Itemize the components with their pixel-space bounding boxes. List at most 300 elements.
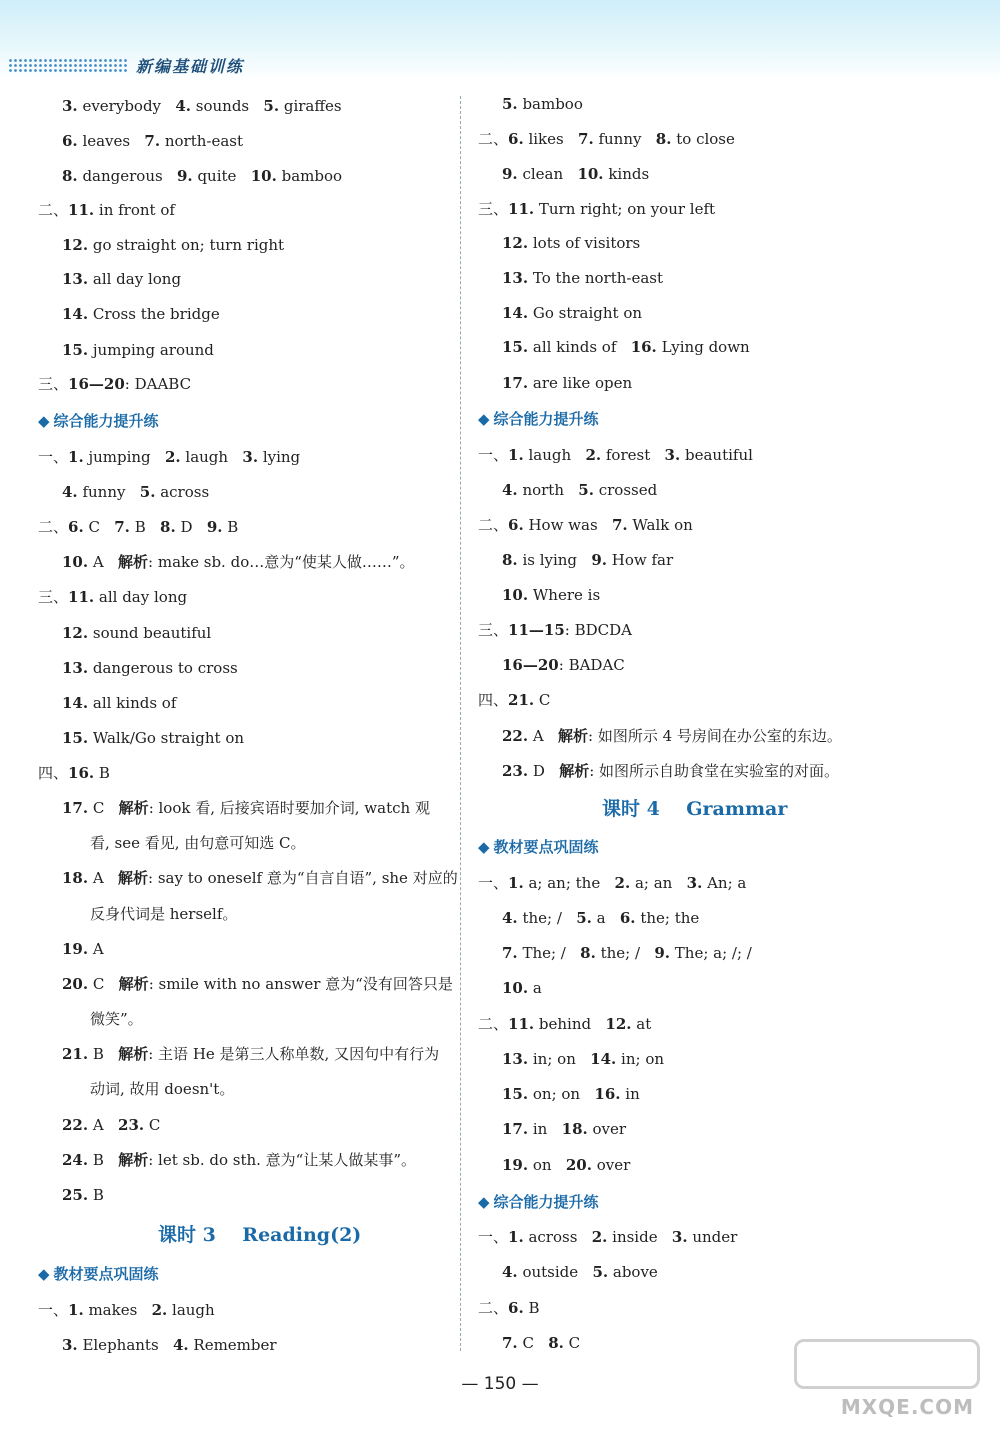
item-number: 25. [62,1186,89,1204]
answer-line [38,447,300,467]
answer-line [478,690,550,710]
item-number: 18. [561,1120,588,1138]
answer-text: B [129,518,161,536]
section-heading-label: 综合能力提升练 [53,412,159,430]
item-number: 4. [175,97,191,115]
item-number: 3. [686,874,703,892]
item-number: 3. [62,97,78,115]
answer-text: jumping around [88,341,214,359]
item-number: 11. [68,588,95,606]
item-number: 4. [172,1336,189,1354]
answer-text: 三、 [38,588,69,606]
answer-line [502,337,750,357]
item-number: 1. [68,1301,84,1319]
item-number: 1. [508,874,524,892]
answer-line [502,943,752,963]
answer-line [478,445,753,465]
answer-text: A [88,553,119,571]
item-number: 6. [62,132,78,150]
answer-line [478,620,632,640]
item-number: 22. [62,1116,89,1134]
answer-text: laugh [523,446,586,464]
answer-text: lots of visitors [528,234,641,252]
answer-text: 二、 [38,201,69,219]
answer-line [502,1262,658,1282]
answer-text: A [88,1116,119,1134]
item-number: 8. [62,167,78,185]
answer-text: C [517,1334,549,1352]
section-heading-label: 教材要点巩固练 [53,1265,159,1283]
answer-line [478,199,715,219]
answer-text: on; on [528,1085,595,1103]
item-number: 16—20 [68,375,125,393]
answer-text: : let sb. do sth. 意为“让某人做某事”。 [148,1151,417,1169]
item-number: 解析 [118,869,149,887]
answer-line [38,200,175,220]
watermark-logo-frame [794,1339,980,1389]
answer-text: the; the [635,909,700,927]
item-number: 22. [502,727,529,745]
answer-text: bamboo [517,95,583,113]
item-number: 21. [508,691,535,709]
answer-text: D [175,518,207,536]
answer-text: dangerous to cross [88,659,238,677]
answer-line [502,1155,630,1175]
answer-text: C [88,975,119,993]
item-number: 19. [62,940,89,958]
answer-text: A [88,869,119,887]
answer-line [478,1227,737,1247]
answer-text: over [591,1156,631,1174]
answer-line [62,974,453,994]
item-number: 2. [591,1228,608,1246]
answer-text: B [523,1299,540,1317]
answer-text: Walk on [627,516,693,534]
diamond-icon: ◆ [478,410,490,428]
item-number: 4. [502,481,518,499]
answer-text: 一、 [478,446,509,464]
answer-text: Elephants [77,1336,173,1354]
answer-line [502,1333,580,1353]
answer-text: everybody [77,97,176,115]
answer-text: in; on [616,1050,665,1068]
answer-text: in [528,1120,562,1138]
answer-text: C [563,1334,581,1352]
answer-line [62,623,211,643]
answer-text: Go straight on [528,304,643,322]
answer-text: the; / [517,909,577,927]
answer-line [502,373,632,393]
answer-text: How far [607,551,674,569]
item-number: 13. [62,659,89,677]
item-number: 17. [502,374,529,392]
answer-line [502,233,640,253]
item-number: 15. [62,341,89,359]
answer-line [62,868,458,888]
item-number: 解析 [118,975,149,993]
answer-text: the; / [595,944,655,962]
item-number: 解析 [559,762,590,780]
answer-text: 二、 [478,1015,509,1033]
answer-line [38,374,191,394]
item-number: 16—20 [502,656,559,674]
item-number: 7. [502,1334,518,1352]
answer-line [502,480,657,500]
item-number: 4. [62,483,78,501]
item-number: 11. [508,1015,535,1033]
item-number: 13. [502,1050,529,1068]
answer-text: outside [517,1263,593,1281]
item-number: 16. [594,1085,621,1103]
item-number: 1. [508,1228,524,1246]
answer-text: : 如图所示 4 号房间在办公室的东边。 [588,727,842,745]
section-heading-label: 教材要点巩固练 [493,838,599,856]
answer-line [90,1079,234,1099]
answer-line [62,131,243,151]
answer-text: a; an [630,874,687,892]
answer-text: A [528,727,559,745]
answer-text: is lying [517,551,592,569]
item-number: 6. [68,518,84,536]
item-number: 9. [206,518,223,536]
item-number: 3. [62,1336,78,1354]
answer-line [502,908,699,928]
answer-text: The; / [517,944,581,962]
item-number: 23. [118,1116,145,1134]
answer-line [502,268,663,288]
section-heading [478,408,599,429]
answer-text: above [608,1263,658,1281]
watermark [800,1339,980,1419]
answer-text: 四、 [38,764,69,782]
answer-line [502,1049,664,1069]
answer-text: 四、 [478,691,509,709]
answer-text: 三、 [38,375,69,393]
item-number: 11. [508,200,535,218]
answer-line [502,550,673,570]
answer-text: A [88,940,104,958]
answer-text: B [94,764,110,782]
answer-text: across [155,483,210,501]
answer-line [38,517,238,537]
answer-line [62,798,430,818]
item-number: 4. [502,1263,518,1281]
answer-text: crossed [593,481,658,499]
answer-text: makes [83,1301,152,1319]
item-number: 2. [585,446,602,464]
item-number: 15. [502,338,529,356]
section-heading [478,836,599,857]
item-number: 13. [502,269,529,287]
item-number: 6. [508,516,524,534]
answer-text: giraffes [279,97,342,115]
item-number: 16. [68,764,95,782]
answer-text: funny [77,483,140,501]
answer-text: 看, see 看见, 由句意可知选 C。 [90,834,306,852]
answer-text: Turn right; on your left [534,200,716,218]
answer-text: 一、 [38,1301,69,1319]
item-number: 6. [619,909,636,927]
item-number: 4. [502,909,518,927]
answer-text: sound beautiful [88,624,212,642]
item-number: 8. [580,944,596,962]
answer-line [502,761,839,781]
answer-line [62,939,104,959]
item-number: 5. [263,97,280,115]
item-number: 10. [577,165,604,183]
answer-text: 一、 [38,448,69,466]
answer-text: : 如图所示自助食堂在实验室的对面。 [589,762,840,780]
answer-line [502,1084,640,1104]
answer-text: B [222,518,239,536]
answer-text: forest [601,446,665,464]
section-heading [38,1263,159,1284]
answer-text: 二、 [478,1299,509,1317]
answer-line [502,655,625,675]
item-number: 3. [242,448,259,466]
item-number: 解析 [558,727,589,745]
answer-text: : look 看, 后接宾语时要加介词, watch 观 [148,799,430,817]
answer-line [62,1115,160,1135]
answer-text: D [528,762,560,780]
item-number: 解析 [118,1151,149,1169]
answer-text: jumping [83,448,165,466]
item-number: 12. [62,236,89,254]
item-number: 12. [62,624,89,642]
answer-text: 动词, 故用 doesn't。 [90,1080,235,1098]
item-number: 6. [508,130,524,148]
answer-text: 三、 [478,200,509,218]
item-number: 9. [177,167,193,185]
item-number: 10. [62,553,89,571]
answer-text: quite [192,167,251,185]
item-number: 9. [654,944,671,962]
diamond-icon: ◆ [38,1265,50,1283]
item-number: 2. [614,874,631,892]
answer-text: a [528,979,542,997]
item-number: 14. [62,694,89,712]
answer-text: Lying down [656,338,750,356]
answer-text: 一、 [478,1228,509,1246]
answer-text: 三、 [478,621,509,639]
answer-text: bamboo [276,167,343,185]
item-number: 5. [578,481,594,499]
item-number: 20. [565,1156,592,1174]
item-number: 23. [502,762,529,780]
answer-text: To the north-east [528,269,664,287]
answer-line [62,1185,104,1205]
item-number: 5. [139,483,156,501]
item-number: 24. [62,1151,89,1169]
item-number: 解析 [118,799,149,817]
item-number: 解析 [118,553,149,571]
answer-line [62,340,214,360]
item-number: 9. [502,165,518,183]
answer-line [62,693,176,713]
answer-line [478,515,693,535]
item-number: 8. [655,130,672,148]
answer-text: C [144,1116,161,1134]
answer-line [502,164,649,184]
answer-line [90,1009,143,1029]
answer-line [502,1119,626,1139]
answer-text: sounds [191,97,264,115]
item-number: 8. [502,551,518,569]
section-heading-label: 综合能力提升练 [493,1193,599,1211]
answer-line [502,726,842,746]
answer-line [502,585,600,605]
answer-text: Remember [188,1336,277,1354]
answer-line [478,873,746,893]
item-number: 11. [68,201,95,219]
item-number: 19. [502,1156,529,1174]
answer-line [478,1014,651,1034]
item-number: 5. [592,1263,609,1281]
diamond-icon: ◆ [478,838,490,856]
answer-text: dangerous [77,167,177,185]
answer-text: : say to oneself 意为“自言自语”, she 对应的 [148,869,458,887]
answer-text: in; on [528,1050,591,1068]
item-number: 14. [62,305,89,323]
lesson-title: 课时 3 Reading(2) [158,1224,362,1246]
answer-line [90,833,306,853]
answer-text: 二、 [478,516,509,534]
answer-text: go straight on; turn right [88,236,285,254]
answer-text: all day long [88,270,182,288]
answer-line [62,728,244,748]
answer-text: The; a; /; / [670,944,752,962]
answer-text: 二、 [38,518,69,536]
item-number: 21. [62,1045,89,1063]
item-number: 5. [502,95,518,113]
item-number: 8. [160,518,176,536]
answer-text: kinds [603,165,650,183]
answer-text: beautiful [680,446,753,464]
item-number: 7. [611,516,628,534]
answer-text: 二、 [478,130,509,148]
answer-text: Walk/Go straight on [88,729,245,747]
answer-text: in front of [94,201,175,219]
answer-line [62,1335,277,1355]
header-dots-decoration [8,58,128,74]
answer-text: : make sb. do…意为“使某人做……”。 [148,553,415,571]
item-number: 8. [548,1334,564,1352]
answer-text: north [517,481,579,499]
answer-line [502,978,542,998]
section-heading [38,410,159,431]
item-number: 解析 [118,1045,149,1063]
answer-text: laugh [167,1301,215,1319]
item-number: 13. [62,270,89,288]
answer-line [62,166,342,186]
book-title: 新编基础训练 [136,57,245,76]
lesson-title: 课时 4 Grammar [602,798,788,820]
answer-text: under [687,1228,738,1246]
answer-line [62,304,220,324]
item-number: 5. [576,909,592,927]
answer-text: B [88,1151,119,1169]
answer-text: laugh [180,448,243,466]
answer-text: inside [607,1228,672,1246]
answer-line [38,763,110,783]
item-number: 3. [664,446,681,464]
answer-text: all day long [94,588,188,606]
answer-text: : BADAC [558,656,625,674]
answer-line [38,1300,215,1320]
answer-text: all kinds of [88,694,177,712]
answer-text: B [88,1186,104,1204]
answer-text: likes [523,130,579,148]
answer-text: Cross the bridge [88,305,220,323]
answer-text: are like open [528,374,633,392]
answer-text: a; an; the [523,874,615,892]
item-number: 7. [114,518,130,536]
answer-text: 微笑”。 [90,1010,143,1028]
answer-text: B [88,1045,119,1063]
item-number: 1. [508,446,524,464]
answer-text: north-east [160,132,244,150]
diamond-icon: ◆ [38,412,50,430]
item-number: 17. [62,799,89,817]
answer-line [478,129,735,149]
item-number: 2. [164,448,181,466]
answer-line [90,904,237,924]
answer-text: clean [517,165,578,183]
section-heading [478,1191,599,1212]
diamond-icon: ◆ [478,1193,490,1211]
item-number: 18. [62,869,89,887]
section-heading-label: 综合能力提升练 [493,410,599,428]
item-number: 7. [502,944,518,962]
answer-text: : BDCDA [564,621,632,639]
answer-text: lying [258,448,301,466]
answer-text: An; a [702,874,747,892]
item-number: 2. [151,1301,168,1319]
column-divider [460,96,461,1351]
item-number: 12. [502,234,529,252]
answer-text: a [591,909,620,927]
item-number: 7. [578,130,594,148]
answer-text: on [528,1156,566,1174]
answer-text: at [631,1015,652,1033]
answer-line [478,1298,539,1318]
answer-line [502,303,642,323]
item-number: 20. [62,975,89,993]
item-number: 7. [144,132,161,150]
item-number: 9. [591,551,608,569]
item-number: 15. [502,1085,529,1103]
answer-text: in [620,1085,640,1103]
item-number: 3. [671,1228,688,1246]
answer-text: behind [534,1015,606,1033]
answer-line [62,552,415,572]
item-number: 16. [630,338,657,356]
answer-text: Where is [528,586,601,604]
item-number: 11—15 [508,621,565,639]
item-number: 10. [502,586,529,604]
answer-text: funny [593,130,656,148]
answer-line [62,1044,439,1064]
answer-text: C [534,691,551,709]
answer-line [62,269,181,289]
answer-text: all kinds of [528,338,631,356]
item-number: 10. [502,979,529,997]
answer-text: C [83,518,115,536]
item-number: 12. [605,1015,632,1033]
answer-line [502,94,583,114]
item-number: 6. [508,1299,524,1317]
item-number: 14. [590,1050,617,1068]
